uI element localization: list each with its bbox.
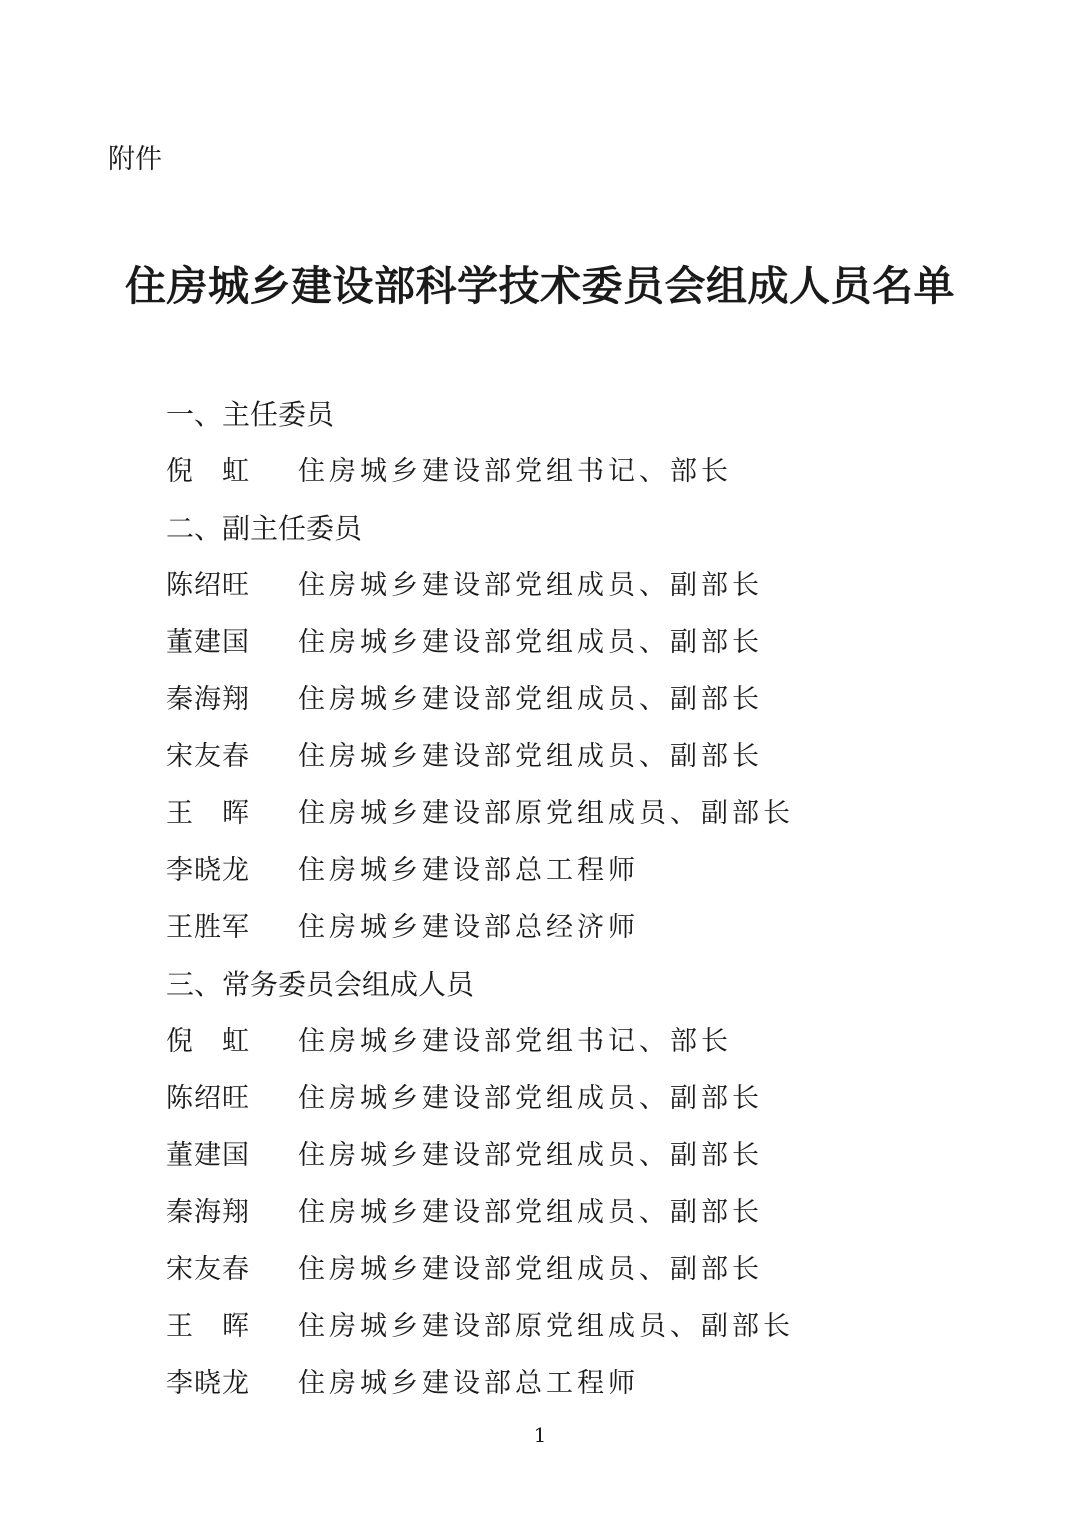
member-title: 住房城乡建设部党组成员、副部长 bbox=[298, 1140, 763, 1171]
member-name: 王 晖 bbox=[166, 1311, 250, 1342]
member-name: 陈绍旺 bbox=[166, 570, 250, 601]
section-standing-committee bbox=[166, 964, 1026, 1420]
member-row bbox=[166, 1363, 1026, 1420]
section-chair bbox=[166, 394, 1026, 508]
member-name: 陈绍旺 bbox=[166, 1083, 250, 1114]
member-name: 李晓龙 bbox=[166, 1368, 250, 1399]
member-title: 住房城乡建设部原党组成员、副部长 bbox=[298, 1311, 794, 1342]
member-title: 住房城乡建设部党组书记、部长 bbox=[298, 1026, 732, 1057]
member-name: 倪 虹 bbox=[166, 456, 250, 487]
member-row bbox=[166, 907, 1026, 964]
member-title: 住房城乡建设部党组书记、部长 bbox=[298, 456, 732, 487]
member-row bbox=[166, 451, 1026, 508]
member-row bbox=[166, 679, 1026, 736]
member-name: 王 晖 bbox=[166, 798, 250, 829]
attachment-label: 附件 bbox=[108, 144, 162, 175]
member-row bbox=[166, 1306, 1026, 1363]
section-heading: 一、主任委员 bbox=[166, 398, 335, 431]
member-row bbox=[166, 1135, 1026, 1192]
section-heading: 三、常务委员会组成人员 bbox=[166, 968, 475, 1001]
member-title: 住房城乡建设部党组成员、副部长 bbox=[298, 1197, 763, 1228]
member-name: 王胜军 bbox=[166, 912, 250, 943]
member-name: 宋友春 bbox=[166, 741, 250, 772]
member-name: 秦海翔 bbox=[166, 684, 250, 715]
member-title: 住房城乡建设部党组成员、副部长 bbox=[298, 1254, 763, 1285]
member-title: 住房城乡建设部总经济师 bbox=[298, 912, 639, 943]
member-row bbox=[166, 1192, 1026, 1249]
member-row bbox=[166, 1021, 1026, 1078]
member-row bbox=[166, 622, 1026, 679]
member-name: 董建国 bbox=[166, 1140, 250, 1171]
member-name: 宋友春 bbox=[166, 1254, 250, 1285]
member-row bbox=[166, 736, 1026, 793]
member-name: 董建国 bbox=[166, 627, 250, 658]
member-title: 住房城乡建设部总工程师 bbox=[298, 855, 639, 886]
member-name: 倪 虹 bbox=[166, 1026, 250, 1057]
member-title: 住房城乡建设部党组成员、副部长 bbox=[298, 741, 763, 772]
member-title: 住房城乡建设部党组成员、副部长 bbox=[298, 627, 763, 658]
member-row bbox=[166, 850, 1026, 907]
member-title: 住房城乡建设部党组成员、副部长 bbox=[298, 1083, 763, 1114]
member-name: 秦海翔 bbox=[166, 1197, 250, 1228]
member-row bbox=[166, 1078, 1026, 1135]
member-row bbox=[166, 1249, 1026, 1306]
member-title: 住房城乡建设部党组成员、副部长 bbox=[298, 684, 763, 715]
member-list bbox=[166, 394, 1026, 1420]
member-name: 李晓龙 bbox=[166, 855, 250, 886]
member-row bbox=[166, 565, 1026, 622]
page-number: 1 bbox=[533, 1423, 547, 1447]
section-vice-chairs bbox=[166, 508, 1026, 964]
member-title: 住房城乡建设部原党组成员、副部长 bbox=[298, 798, 794, 829]
member-row bbox=[166, 793, 1026, 850]
section-heading: 二、副主任委员 bbox=[166, 512, 363, 545]
document-title: 住房城乡建设部科学技术委员会组成人员名单 bbox=[125, 262, 955, 310]
member-title: 住房城乡建设部总工程师 bbox=[298, 1368, 639, 1399]
member-title: 住房城乡建设部党组成员、副部长 bbox=[298, 570, 763, 601]
